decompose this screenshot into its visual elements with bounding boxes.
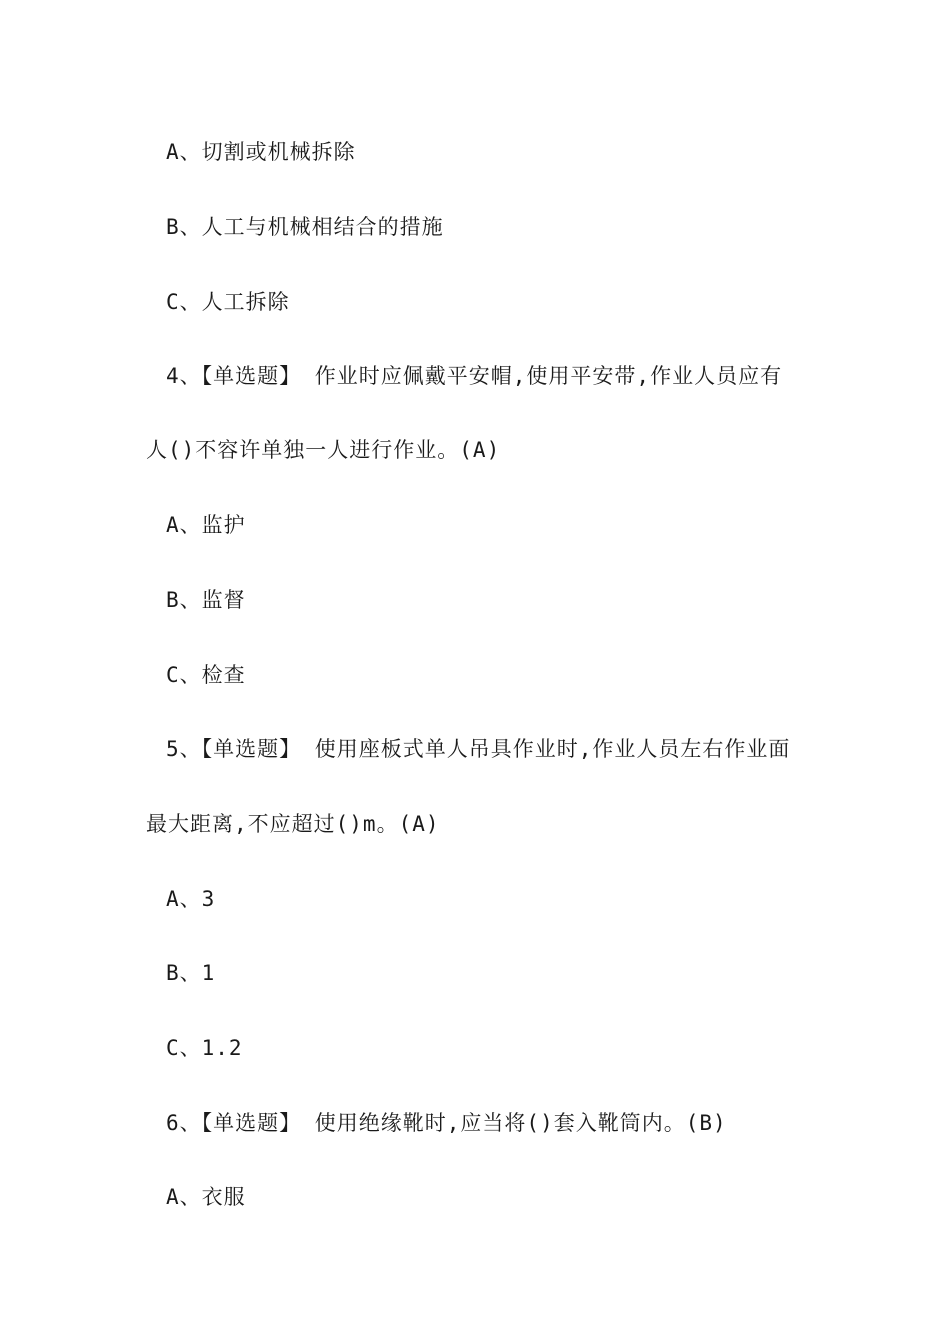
option-line: C、人工拆除 (166, 290, 290, 314)
option-line: C、检查 (166, 663, 246, 687)
option-line: A、3 (166, 887, 216, 911)
option-line: C、1.2 (166, 1036, 243, 1060)
option-line: B、人工与机械相结合的措施 (166, 215, 444, 239)
option-line: A、监护 (166, 513, 246, 537)
question-line: 5、【单选题】 使用座板式单人吊具作业时,作业人员左右作业面 (166, 737, 791, 761)
option-line: B、1 (166, 961, 216, 985)
option-line: A、切割或机械拆除 (166, 140, 356, 164)
question-line: 4、【单选题】 作业时应佩戴平安帽,使用平安带,作业人员应有 (166, 364, 783, 388)
question-continuation: 最大距离,不应超过()m。(A) (146, 812, 440, 836)
option-line: B、监督 (166, 588, 246, 612)
option-line: A、衣服 (166, 1185, 246, 1209)
question-continuation: 人()不容许单独一人进行作业。(A) (146, 438, 501, 462)
question-line: 6、【单选题】 使用绝缘靴时,应当将()套入靴筒内。(B) (166, 1111, 727, 1135)
